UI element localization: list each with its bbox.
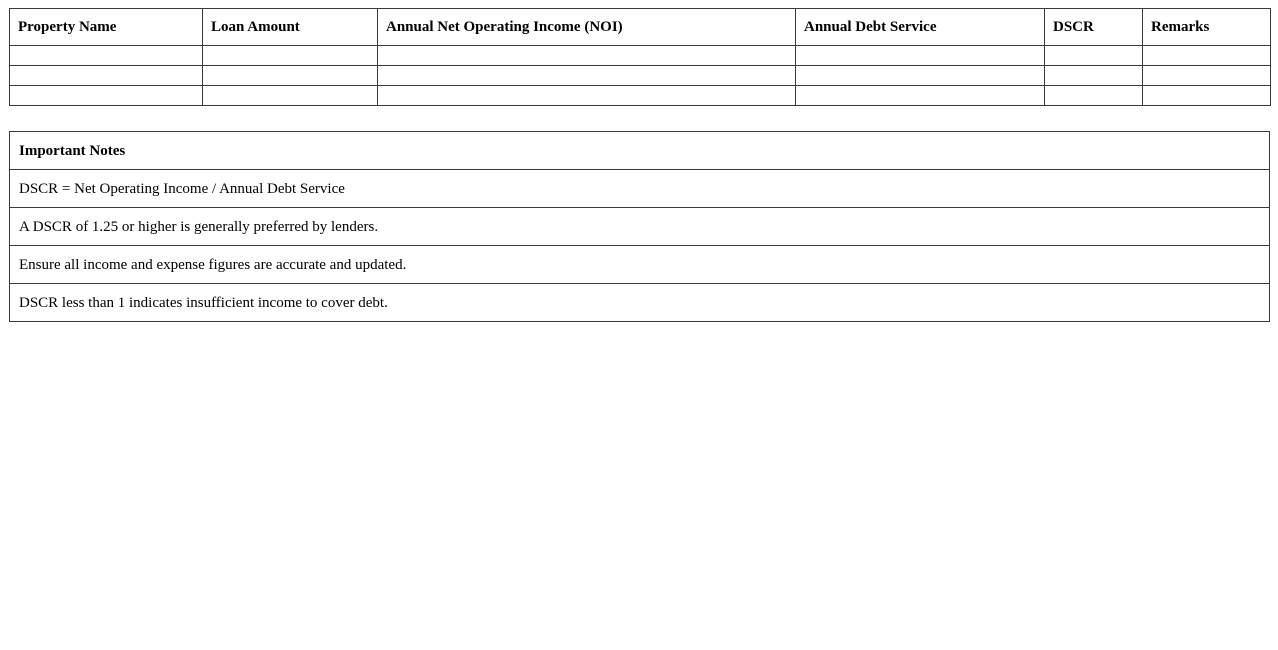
cell-property-name[interactable] xyxy=(10,86,203,106)
notes-row xyxy=(10,246,1270,284)
cell-loan-amount[interactable] xyxy=(203,46,378,66)
notes-header-label: Important Notes xyxy=(10,132,1270,170)
cell-dscr[interactable] xyxy=(1045,86,1143,106)
table-header-row xyxy=(10,9,1271,46)
dscr-table-body xyxy=(10,46,1271,106)
column-header-annual-debt-service: Annual Debt Service xyxy=(796,9,1045,46)
cell-annual-noi[interactable] xyxy=(378,46,796,66)
column-header-annual-noi: Annual Net Operating Income (NOI) xyxy=(378,9,796,46)
cell-loan-amount[interactable] xyxy=(203,66,378,86)
cell-annual-debt-service[interactable] xyxy=(796,86,1045,106)
cell-remarks[interactable] xyxy=(1143,86,1271,106)
cell-annual-debt-service[interactable] xyxy=(796,66,1045,86)
cell-property-name[interactable] xyxy=(10,66,203,86)
cell-remarks[interactable] xyxy=(1143,46,1271,66)
column-header-remarks: Remarks xyxy=(1143,9,1271,46)
dscr-table-header xyxy=(10,9,1271,46)
cell-dscr[interactable] xyxy=(1045,46,1143,66)
note-item-insufficient-income: DSCR less than 1 indicates insufficient income to cover debt. xyxy=(10,284,1270,322)
notes-row xyxy=(10,284,1270,322)
note-item-preferred-threshold: A DSCR of 1.25 or higher is generally preferred by lenders. xyxy=(10,208,1270,246)
column-header-dscr: DSCR xyxy=(1045,9,1143,46)
cell-dscr[interactable] xyxy=(1045,66,1143,86)
cell-annual-noi[interactable] xyxy=(378,86,796,106)
notes-row xyxy=(10,208,1270,246)
dscr-worksheet-table xyxy=(9,8,1271,106)
cell-annual-noi[interactable] xyxy=(378,66,796,86)
cell-remarks[interactable] xyxy=(1143,66,1271,86)
column-header-loan-amount: Loan Amount xyxy=(203,9,378,46)
cell-property-name[interactable] xyxy=(10,46,203,66)
table-row xyxy=(10,46,1271,66)
table-row xyxy=(10,86,1271,106)
table-row xyxy=(10,66,1271,86)
cell-annual-debt-service[interactable] xyxy=(796,46,1045,66)
notes-header-row xyxy=(10,132,1270,170)
cell-loan-amount[interactable] xyxy=(203,86,378,106)
notes-row xyxy=(10,170,1270,208)
important-notes-table xyxy=(9,131,1270,322)
notes-table-body xyxy=(10,170,1270,322)
note-item-accuracy: Ensure all income and expense figures are accurate and updated. xyxy=(10,246,1270,284)
note-item-formula: DSCR = Net Operating Income / Annual Debt Service xyxy=(10,170,1270,208)
column-header-property-name: Property Name xyxy=(10,9,203,46)
notes-table-header xyxy=(10,132,1270,170)
